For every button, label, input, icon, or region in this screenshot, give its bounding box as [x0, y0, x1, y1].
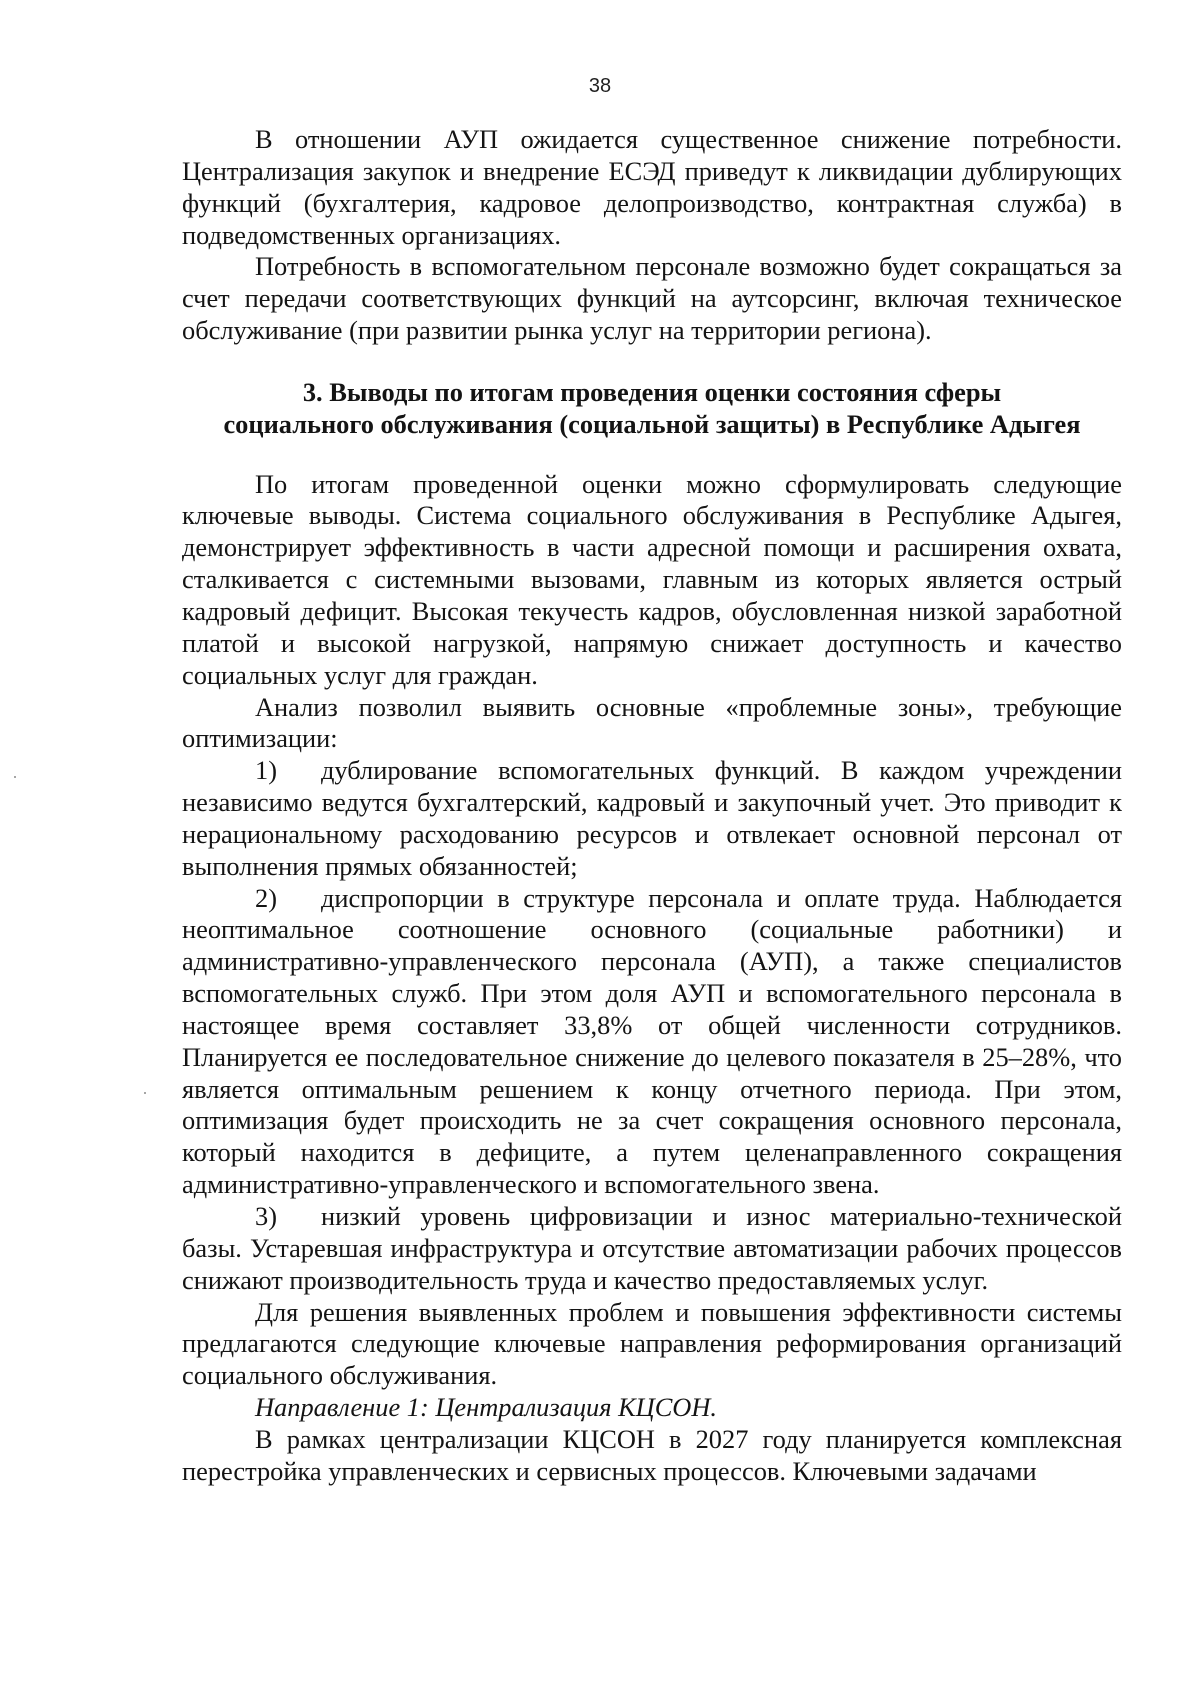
- list-item-number: 2): [255, 882, 277, 913]
- paragraph-problem-zones-intro: Анализ позволил выявить основные «проблемные зоны», требующие оптимизации:: [182, 691, 1122, 754]
- list-item-number: 1): [255, 755, 277, 786]
- paragraph-reform-intro: Для решения выявленных проблем и повышения эффективности системы предлагаются следующие ключевые направления реформирования организаций социального обслуживания.: [182, 1296, 1122, 1391]
- section-heading-line-1: 3. Выводы по итогам проведения оценки состояния сферы: [302, 376, 1002, 407]
- list-item: [182, 883, 1122, 1201]
- direction-1-title: Направление 1: Централизация КЦСОН.: [255, 1392, 718, 1423]
- list-item-text: дублирование вспомогательных функций. В каждом учреждении независимо ведутся бухгалтерский, кадровый и закупочный учет. Это приводит к нерациональному расходованию ресурсов и отвлекает основной персонал от выполнения прямых обязанностей;: [182, 755, 1122, 881]
- list-item-number: 3): [255, 1201, 277, 1231]
- paragraph-auxiliary-staff: Потребность в вспомогательном персонале возможно будет сокращаться за счет передачи соответствующих функций на аутсорсинг, включая техническое обслуживание (при развитии рынка услуг на территории региона).: [182, 251, 1122, 346]
- section-heading: [182, 377, 1122, 441]
- spacer: [182, 441, 1122, 469]
- list-item-text: низкий уровень цифровизации и износ материально-технической базы. Устаревшая инфраструктура и отсутствие автоматизации рабочих процессов снижают производительность труда и качество предоставляемых услуг.: [182, 1201, 1122, 1295]
- paragraph-direction-1: В рамках централизации КЦСОН в 2027 году планируется комплексная перестройка управленческих и сервисных процессов. Ключевыми задачами: [182, 1423, 1122, 1486]
- list-item-text: диспропорции в структуре персонала и оплате труда. Наблюдается неоптимальное соотношение основного (социальные работники) и административно-управленческого персонала (АУП), а также специалистов вспомогательных служб. При этом доля АУП и вспомогательного персонала в настоящее время составляет 33,8% от общей численности сотрудников. Планируется ее последовательное снижение до целевого показателя в 25–28%, что является оптимальным решением к концу отчетного периода. При этом, оптимизация будет происходить не за счет сокращения основного персонала, который находится в дефиците, а путем целенаправленного сокращения административно-управленческого и вспомогательного звена.: [182, 882, 1122, 1200]
- document-body: [182, 124, 1122, 1488]
- page-number: 38: [588, 75, 612, 97]
- scan-artifact: [144, 1092, 146, 1094]
- list-item: [182, 755, 1122, 882]
- scan-artifact: [14, 776, 16, 778]
- section-heading-line-2: социального обслуживания (социальной защиты) в Республике Адыгея: [223, 408, 1081, 439]
- spacer: [182, 347, 1122, 377]
- paragraph-key-conclusions: По итогам проведенной оценки можно сформулировать следующие ключевые выводы. Система социального обслуживания в Республике Адыгея, демонстрирует эффективность в части адресной помощи и расширения охвата, сталкивается с системными вызовами, главным из которых является острый кадровый дефицит. Высокая текучесть кадров, обусловленная низкой заработной платой и высокой нагрузкой, напрямую снижает доступность и качество социальных услуг для граждан.: [182, 468, 1122, 690]
- paragraph-aup-reduction: В отношении АУП ожидается существенное снижение потребности. Централизация закупок и внедрение ЕСЭД приведут к ликвидации дублирующих функций (бухгалтерия, кадровое делопроизводство, контрактная служба) в подведомственных организациях.: [182, 124, 1122, 250]
- list-item: [182, 1201, 1122, 1297]
